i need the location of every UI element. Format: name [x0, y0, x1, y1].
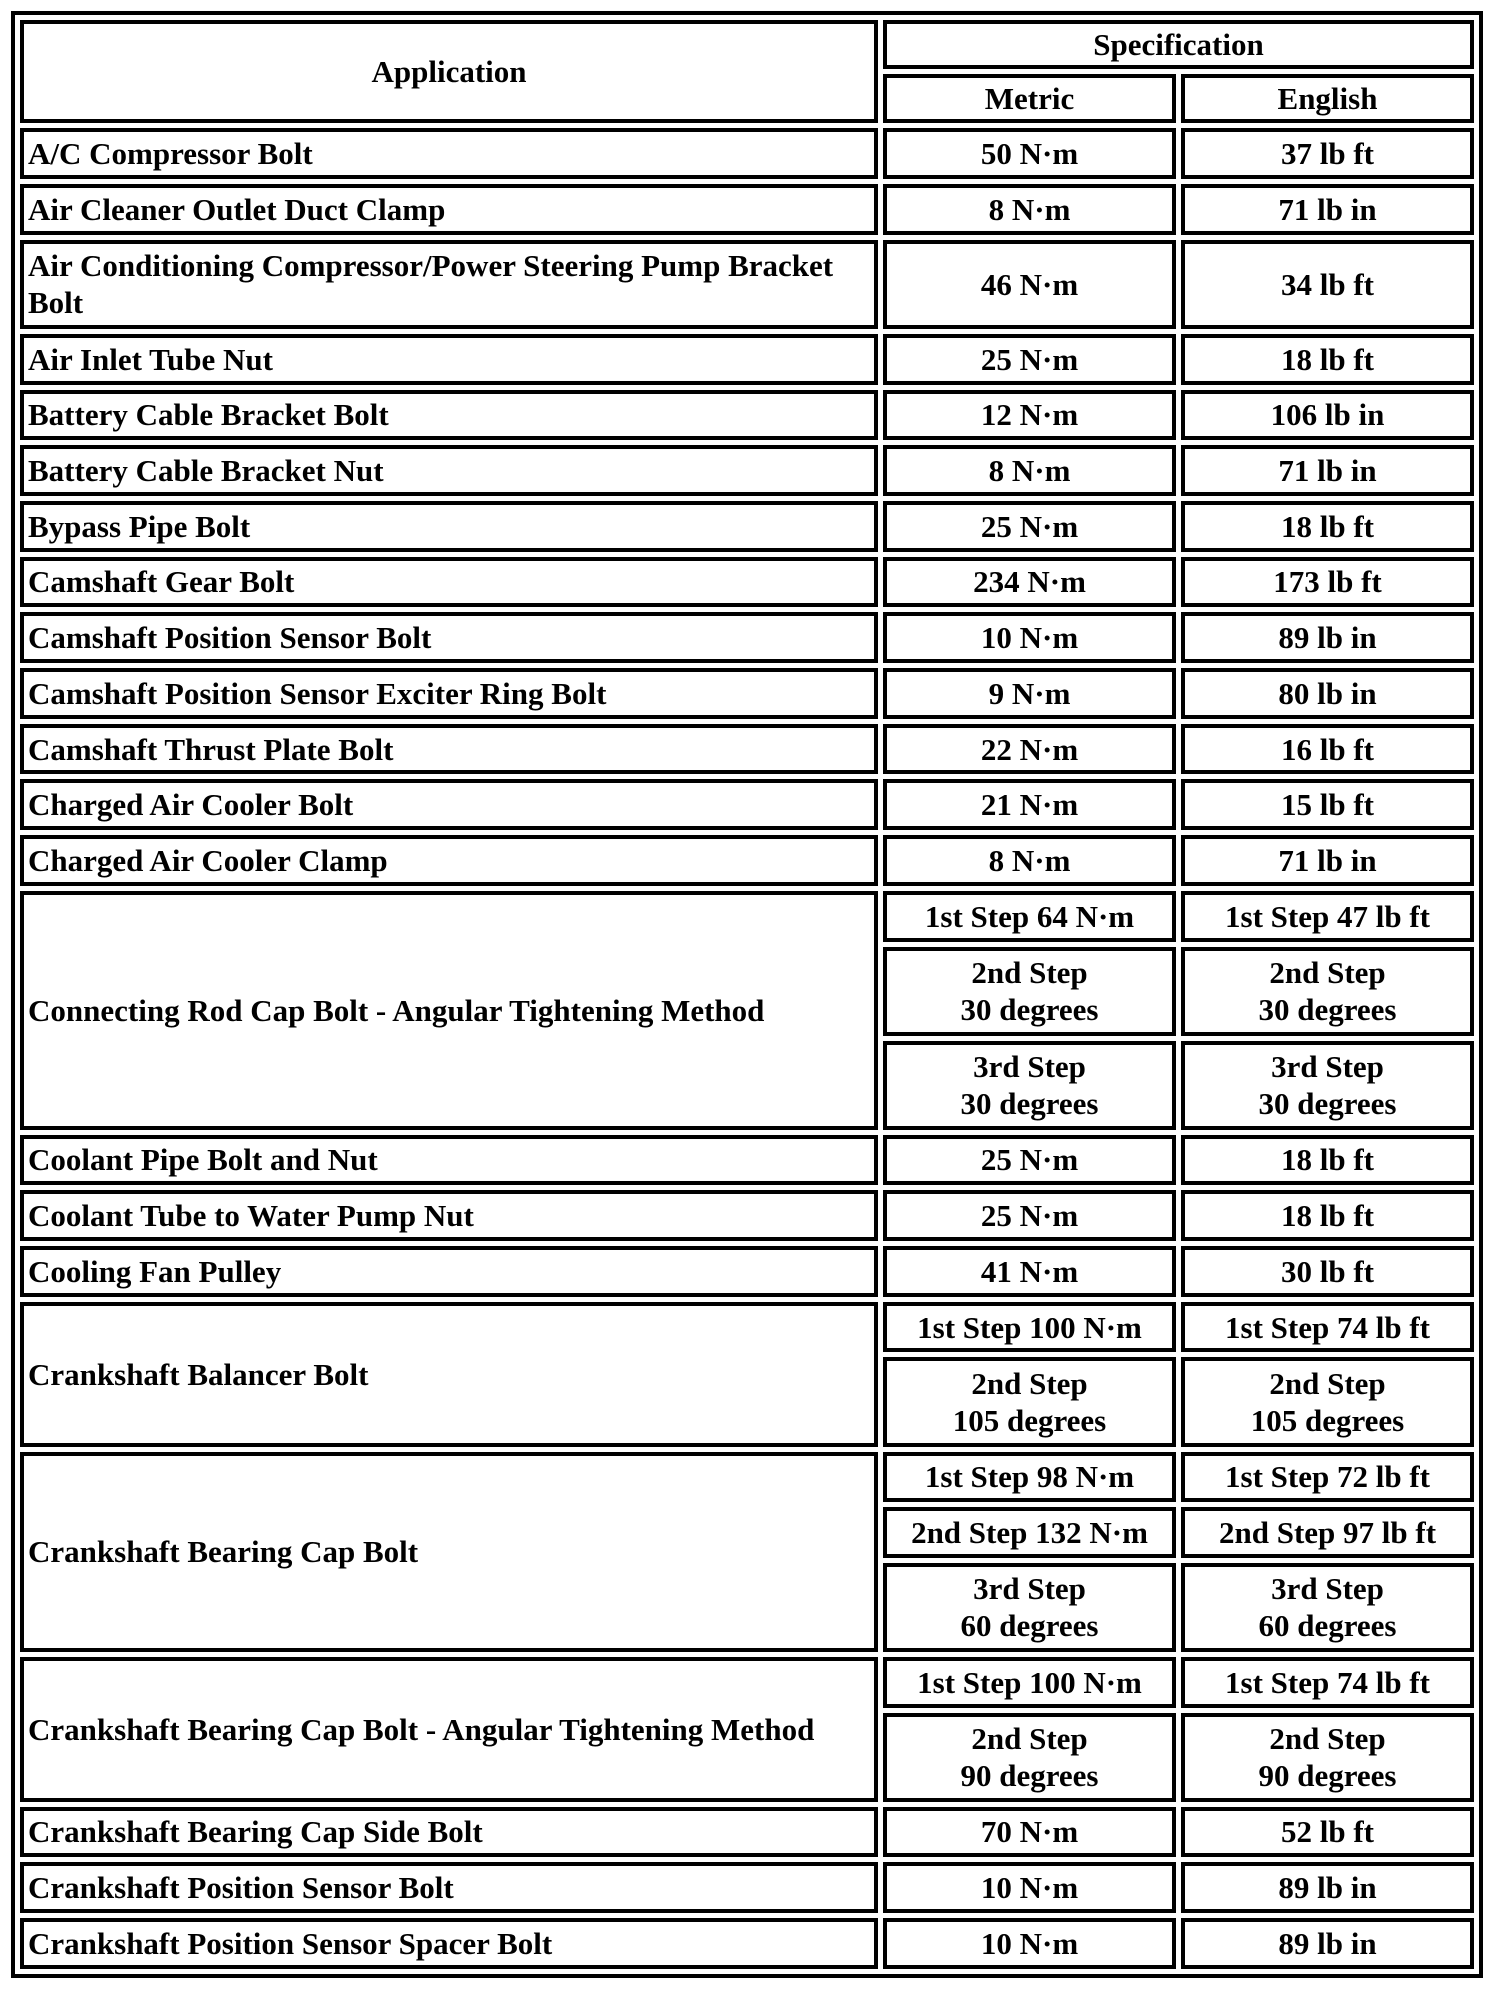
- table-row: [20, 1302, 1474, 1353]
- table-row: [20, 891, 1474, 942]
- english-value-cell: 3rd Step 30 degrees: [1181, 1041, 1474, 1130]
- table-row: [20, 445, 1474, 496]
- application-cell: Crankshaft Position Sensor Bolt: [20, 1862, 878, 1913]
- metric-value-cell: 12 N·m: [883, 390, 1176, 441]
- english-value-cell: 34 lb ft: [1181, 240, 1474, 329]
- metric-value-cell: 8 N·m: [883, 835, 1176, 886]
- application-cell: Bypass Pipe Bolt: [20, 501, 878, 552]
- table-row: [20, 1452, 1474, 1503]
- application-cell: Crankshaft Position Sensor Spacer Bolt: [20, 1918, 878, 1969]
- english-value-cell: 18 lb ft: [1181, 501, 1474, 552]
- table-body: [20, 128, 1474, 1969]
- metric-value-cell: 25 N·m: [883, 501, 1176, 552]
- application-cell: Camshaft Position Sensor Bolt: [20, 612, 878, 663]
- application-cell: Camshaft Position Sensor Exciter Ring Bolt: [20, 668, 878, 719]
- english-value-cell: 71 lb in: [1181, 184, 1474, 235]
- table-row: [20, 1135, 1474, 1186]
- table-row: [20, 612, 1474, 663]
- metric-value-cell: 10 N·m: [883, 612, 1176, 663]
- application-cell: Charged Air Cooler Clamp: [20, 835, 878, 886]
- english-value-cell: 80 lb in: [1181, 668, 1474, 719]
- metric-value-cell: 41 N·m: [883, 1246, 1176, 1297]
- english-value-cell: 89 lb in: [1181, 612, 1474, 663]
- table-header: [20, 20, 1474, 123]
- metric-value-cell: 46 N·m: [883, 240, 1176, 329]
- english-value-cell: 1st Step 72 lb ft: [1181, 1452, 1474, 1503]
- english-value-cell: 71 lb in: [1181, 445, 1474, 496]
- table-row: [20, 835, 1474, 886]
- metric-value-cell: 50 N·m: [883, 128, 1176, 179]
- english-value-cell: 89 lb in: [1181, 1862, 1474, 1913]
- english-value-cell: 1st Step 47 lb ft: [1181, 891, 1474, 942]
- torque-spec-table-container: [11, 11, 1481, 1978]
- english-value-cell: 2nd Step 105 degrees: [1181, 1357, 1474, 1446]
- application-cell: Crankshaft Balancer Bolt: [20, 1302, 878, 1447]
- application-cell: Battery Cable Bracket Bolt: [20, 390, 878, 441]
- header-metric: Metric: [883, 74, 1176, 123]
- table-row: [20, 1657, 1474, 1708]
- english-value-cell: 1st Step 74 lb ft: [1181, 1302, 1474, 1353]
- english-value-cell: 3rd Step 60 degrees: [1181, 1563, 1474, 1652]
- table-row: [20, 184, 1474, 235]
- torque-spec-table: [11, 11, 1483, 1978]
- table-row: [20, 128, 1474, 179]
- metric-value-cell: 25 N·m: [883, 1135, 1176, 1186]
- header-application: Application: [20, 20, 878, 123]
- english-value-cell: 173 lb ft: [1181, 557, 1474, 608]
- metric-value-cell: 25 N·m: [883, 334, 1176, 385]
- application-cell: Connecting Rod Cap Bolt - Angular Tightening Method: [20, 891, 878, 1130]
- metric-value-cell: 2nd Step 105 degrees: [883, 1357, 1176, 1446]
- metric-value-cell: 8 N·m: [883, 184, 1176, 235]
- metric-value-cell: 8 N·m: [883, 445, 1176, 496]
- application-cell: Coolant Tube to Water Pump Nut: [20, 1190, 878, 1241]
- table-row: [20, 1918, 1474, 1969]
- header-english: English: [1181, 74, 1474, 123]
- application-cell: Crankshaft Bearing Cap Bolt: [20, 1452, 878, 1652]
- metric-value-cell: 21 N·m: [883, 779, 1176, 830]
- metric-value-cell: 1st Step 64 N·m: [883, 891, 1176, 942]
- table-row: [20, 668, 1474, 719]
- english-value-cell: 2nd Step 30 degrees: [1181, 947, 1474, 1036]
- table-row: [20, 240, 1474, 329]
- metric-value-cell: 234 N·m: [883, 557, 1176, 608]
- english-value-cell: 37 lb ft: [1181, 128, 1474, 179]
- english-value-cell: 89 lb in: [1181, 1918, 1474, 1969]
- metric-value-cell: 9 N·m: [883, 668, 1176, 719]
- metric-value-cell: 70 N·m: [883, 1807, 1176, 1858]
- english-value-cell: 106 lb in: [1181, 390, 1474, 441]
- english-value-cell: 18 lb ft: [1181, 1190, 1474, 1241]
- application-cell: Coolant Pipe Bolt and Nut: [20, 1135, 878, 1186]
- table-row: [20, 724, 1474, 775]
- application-cell: Air Cleaner Outlet Duct Clamp: [20, 184, 878, 235]
- english-value-cell: 52 lb ft: [1181, 1807, 1474, 1858]
- metric-value-cell: 2nd Step 90 degrees: [883, 1713, 1176, 1802]
- metric-value-cell: 3rd Step 30 degrees: [883, 1041, 1176, 1130]
- table-row: [20, 334, 1474, 385]
- table-row: [20, 1862, 1474, 1913]
- table-row: [20, 557, 1474, 608]
- metric-value-cell: 1st Step 100 N·m: [883, 1657, 1176, 1708]
- application-cell: Battery Cable Bracket Nut: [20, 445, 878, 496]
- english-value-cell: 15 lb ft: [1181, 779, 1474, 830]
- metric-value-cell: 3rd Step 60 degrees: [883, 1563, 1176, 1652]
- english-value-cell: 2nd Step 97 lb ft: [1181, 1507, 1474, 1558]
- metric-value-cell: 10 N·m: [883, 1918, 1176, 1969]
- metric-value-cell: 1st Step 98 N·m: [883, 1452, 1176, 1503]
- metric-value-cell: 2nd Step 30 degrees: [883, 947, 1176, 1036]
- metric-value-cell: 25 N·m: [883, 1190, 1176, 1241]
- english-value-cell: 71 lb in: [1181, 835, 1474, 886]
- table-row: [20, 501, 1474, 552]
- table-row: [20, 1190, 1474, 1241]
- application-cell: Crankshaft Bearing Cap Bolt - Angular Tightening Method: [20, 1657, 878, 1802]
- application-cell: Camshaft Thrust Plate Bolt: [20, 724, 878, 775]
- metric-value-cell: 2nd Step 132 N·m: [883, 1507, 1176, 1558]
- table-row: [20, 390, 1474, 441]
- table-row: [20, 1807, 1474, 1858]
- table-row: [20, 779, 1474, 830]
- header-specification: Specification: [883, 20, 1474, 69]
- english-value-cell: 2nd Step 90 degrees: [1181, 1713, 1474, 1802]
- application-cell: Crankshaft Bearing Cap Side Bolt: [20, 1807, 878, 1858]
- english-value-cell: 16 lb ft: [1181, 724, 1474, 775]
- english-value-cell: 18 lb ft: [1181, 1135, 1474, 1186]
- application-cell: A/C Compressor Bolt: [20, 128, 878, 179]
- application-cell: Air Conditioning Compressor/Power Steering Pump Bracket Bolt: [20, 240, 878, 329]
- metric-value-cell: 1st Step 100 N·m: [883, 1302, 1176, 1353]
- application-cell: Camshaft Gear Bolt: [20, 557, 878, 608]
- application-cell: Charged Air Cooler Bolt: [20, 779, 878, 830]
- table-row: [20, 1246, 1474, 1297]
- english-value-cell: 30 lb ft: [1181, 1246, 1474, 1297]
- english-value-cell: 18 lb ft: [1181, 334, 1474, 385]
- english-value-cell: 1st Step 74 lb ft: [1181, 1657, 1474, 1708]
- metric-value-cell: 22 N·m: [883, 724, 1176, 775]
- application-cell: Cooling Fan Pulley: [20, 1246, 878, 1297]
- header-row-top: [20, 20, 1474, 69]
- application-cell: Air Inlet Tube Nut: [20, 334, 878, 385]
- metric-value-cell: 10 N·m: [883, 1862, 1176, 1913]
